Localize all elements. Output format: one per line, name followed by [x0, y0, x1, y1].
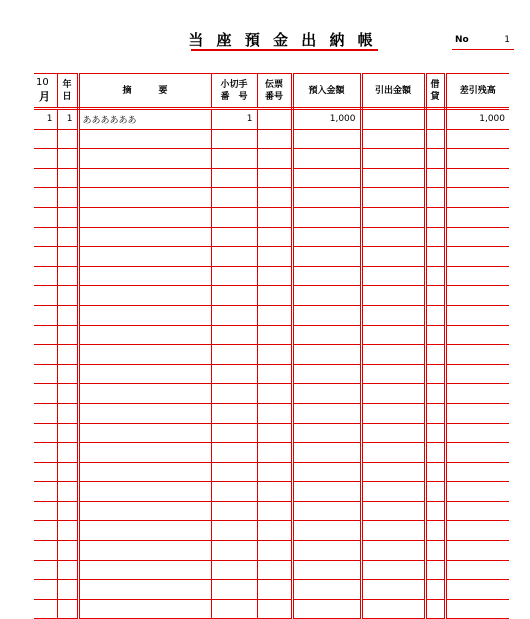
cell-day — [57, 168, 78, 188]
cell-day: 1 — [57, 109, 78, 130]
cell-dc — [425, 580, 445, 600]
cell-slip-no — [257, 325, 292, 345]
cell-month — [34, 599, 57, 619]
cell-deposit — [292, 423, 361, 443]
ledger-title: 当 座 預 金 出 納 帳 — [188, 31, 377, 49]
cell-slip-no — [257, 580, 292, 600]
cell-summary: ああああああ — [78, 109, 211, 130]
cell-day — [57, 207, 78, 227]
table-row — [34, 403, 509, 423]
cell-balance — [445, 325, 509, 345]
cell-check-no — [211, 266, 257, 286]
cell-dc — [425, 443, 445, 463]
cell-day — [57, 384, 78, 404]
cell-summary — [78, 305, 211, 325]
cell-month — [34, 207, 57, 227]
cell-check-no — [211, 423, 257, 443]
cell-balance — [445, 188, 509, 208]
cell-deposit — [292, 325, 361, 345]
cell-check-no — [211, 305, 257, 325]
day-label: 日 — [62, 91, 72, 102]
cell-summary — [78, 501, 211, 521]
cell-summary — [78, 149, 211, 169]
table-row — [34, 149, 509, 169]
cell-slip-no — [257, 305, 292, 325]
cell-deposit — [292, 541, 361, 561]
cell-dc — [425, 247, 445, 267]
cell-balance — [445, 384, 509, 404]
ledger-body — [34, 109, 509, 619]
cell-dc — [425, 560, 445, 580]
cell-day — [57, 129, 78, 149]
cell-month — [34, 305, 57, 325]
col-summary-header: 摘 要 — [78, 74, 211, 109]
cell-month — [34, 129, 57, 149]
cell-month — [34, 247, 57, 267]
cell-day — [57, 345, 78, 365]
cell-dc — [425, 403, 445, 423]
cell-slip-no — [257, 541, 292, 561]
cell-check-no — [211, 443, 257, 463]
cell-deposit — [292, 168, 361, 188]
table-row — [34, 541, 509, 561]
cell-deposit — [292, 462, 361, 482]
col-check-no-header — [211, 74, 257, 109]
cell-summary — [78, 482, 211, 502]
cell-balance — [445, 541, 509, 561]
cell-day — [57, 423, 78, 443]
cell-summary — [78, 207, 211, 227]
cell-month — [34, 325, 57, 345]
cell-summary — [78, 227, 211, 247]
cell-balance — [445, 560, 509, 580]
cell-dc — [425, 462, 445, 482]
cell-deposit — [292, 560, 361, 580]
table-row — [34, 305, 509, 325]
cell-day — [57, 443, 78, 463]
cell-dc — [425, 266, 445, 286]
table-row — [34, 521, 509, 541]
cell-deposit — [292, 580, 361, 600]
month-label: 月 — [39, 90, 50, 103]
cell-check-no — [211, 168, 257, 188]
cell-deposit — [292, 227, 361, 247]
cell-balance — [445, 501, 509, 521]
cell-month — [34, 149, 57, 169]
year-label: 年 — [62, 79, 72, 90]
table-row — [34, 384, 509, 404]
cell-dc — [425, 325, 445, 345]
table-row — [34, 129, 509, 149]
cell-deposit — [292, 266, 361, 286]
col-deposit-header: 預入金額 — [292, 74, 361, 109]
cell-withdrawal — [361, 403, 425, 423]
cell-deposit — [292, 403, 361, 423]
cell-check-no — [211, 541, 257, 561]
cell-dc — [425, 286, 445, 306]
cell-month — [34, 521, 57, 541]
cell-dc — [425, 345, 445, 365]
cell-day — [57, 266, 78, 286]
cell-summary — [78, 364, 211, 384]
cell-withdrawal — [361, 384, 425, 404]
cell-withdrawal — [361, 207, 425, 227]
cell-deposit: 1,000 — [292, 109, 361, 130]
cell-day — [57, 560, 78, 580]
cell-check-no — [211, 247, 257, 267]
table-row — [34, 266, 509, 286]
credit-label: 貸 — [430, 91, 440, 102]
cell-slip-no — [257, 149, 292, 169]
cell-dc — [425, 501, 445, 521]
page-number-underline — [452, 49, 514, 50]
cell-balance — [445, 266, 509, 286]
cell-balance — [445, 482, 509, 502]
col-dc-header — [425, 74, 445, 109]
cell-balance — [445, 305, 509, 325]
cell-day — [57, 462, 78, 482]
cell-slip-no — [257, 129, 292, 149]
cell-balance — [445, 364, 509, 384]
cell-withdrawal — [361, 580, 425, 600]
cell-withdrawal — [361, 286, 425, 306]
cell-withdrawal — [361, 129, 425, 149]
check-no-label-2: 番 号 — [220, 91, 248, 102]
cell-withdrawal — [361, 305, 425, 325]
cell-slip-no — [257, 109, 292, 130]
cell-balance — [445, 168, 509, 188]
cell-month — [34, 345, 57, 365]
cell-summary — [78, 384, 211, 404]
cell-dc — [425, 188, 445, 208]
cell-slip-no — [257, 207, 292, 227]
cell-dc — [425, 599, 445, 619]
cell-balance — [445, 423, 509, 443]
cell-summary — [78, 247, 211, 267]
cell-dc — [425, 129, 445, 149]
cell-month — [34, 443, 57, 463]
cell-deposit — [292, 247, 361, 267]
table-row — [34, 286, 509, 306]
cell-withdrawal — [361, 541, 425, 561]
cell-deposit — [292, 188, 361, 208]
cell-withdrawal — [361, 325, 425, 345]
cell-month — [34, 560, 57, 580]
table-row — [34, 560, 509, 580]
cell-balance — [445, 345, 509, 365]
cell-deposit — [292, 149, 361, 169]
cell-withdrawal — [361, 227, 425, 247]
cell-withdrawal — [361, 149, 425, 169]
table-row — [34, 207, 509, 227]
cell-dc — [425, 541, 445, 561]
cell-slip-no — [257, 266, 292, 286]
cell-withdrawal — [361, 247, 425, 267]
cell-withdrawal — [361, 501, 425, 521]
cell-day — [57, 247, 78, 267]
cell-dc — [425, 207, 445, 227]
table-row — [34, 364, 509, 384]
cell-dc — [425, 423, 445, 443]
cell-month — [34, 541, 57, 561]
cell-summary — [78, 168, 211, 188]
cell-slip-no — [257, 345, 292, 365]
table-row — [34, 482, 509, 502]
cell-summary — [78, 325, 211, 345]
cell-check-no — [211, 482, 257, 502]
cell-month — [34, 580, 57, 600]
cell-balance — [445, 149, 509, 169]
cell-check-no — [211, 325, 257, 345]
cell-withdrawal — [361, 560, 425, 580]
cell-check-no: 1 — [211, 109, 257, 130]
cell-check-no — [211, 364, 257, 384]
table-row — [34, 325, 509, 345]
col-month-header — [34, 74, 57, 109]
cell-day — [57, 227, 78, 247]
cell-withdrawal — [361, 266, 425, 286]
cell-check-no — [211, 129, 257, 149]
cell-month — [34, 403, 57, 423]
cell-dc — [425, 149, 445, 169]
check-no-label-1: 小切手 — [220, 79, 248, 90]
cell-day — [57, 286, 78, 306]
cell-month: 1 — [34, 109, 57, 130]
cell-month — [34, 266, 57, 286]
cell-month — [34, 482, 57, 502]
cell-day — [57, 541, 78, 561]
table-row — [34, 247, 509, 267]
cell-balance — [445, 207, 509, 227]
cell-month — [34, 384, 57, 404]
cell-deposit — [292, 521, 361, 541]
cell-day — [57, 305, 78, 325]
cell-check-no — [211, 462, 257, 482]
table-row — [34, 443, 509, 463]
cell-month — [34, 462, 57, 482]
cell-deposit — [292, 129, 361, 149]
cell-summary — [78, 403, 211, 423]
table-row — [34, 501, 509, 521]
cell-slip-no — [257, 364, 292, 384]
cell-slip-no — [257, 482, 292, 502]
cell-withdrawal — [361, 345, 425, 365]
cell-summary — [78, 443, 211, 463]
cell-summary — [78, 462, 211, 482]
cell-slip-no — [257, 462, 292, 482]
cell-balance — [445, 227, 509, 247]
cell-dc — [425, 364, 445, 384]
cell-dc — [425, 109, 445, 130]
cell-withdrawal — [361, 188, 425, 208]
cell-summary — [78, 599, 211, 619]
table-row — [34, 345, 509, 365]
cell-summary — [78, 286, 211, 306]
cell-month — [34, 227, 57, 247]
cell-month — [34, 168, 57, 188]
cell-check-no — [211, 560, 257, 580]
cell-withdrawal — [361, 521, 425, 541]
cell-slip-no — [257, 168, 292, 188]
cell-balance — [445, 521, 509, 541]
cell-day — [57, 149, 78, 169]
cell-balance — [445, 247, 509, 267]
cell-slip-no — [257, 521, 292, 541]
cell-slip-no — [257, 560, 292, 580]
cell-summary — [78, 266, 211, 286]
cell-dc — [425, 521, 445, 541]
cell-dc — [425, 305, 445, 325]
cell-month — [34, 364, 57, 384]
cell-check-no — [211, 188, 257, 208]
cell-deposit — [292, 501, 361, 521]
cell-day — [57, 403, 78, 423]
cell-check-no — [211, 286, 257, 306]
cell-summary — [78, 521, 211, 541]
cell-day — [57, 364, 78, 384]
year-value: 10 — [36, 77, 49, 88]
slip-no-label-1: 伝票 — [264, 79, 283, 90]
cell-slip-no — [257, 599, 292, 619]
cell-summary — [78, 188, 211, 208]
cell-withdrawal — [361, 443, 425, 463]
col-slip-no-header — [257, 74, 292, 109]
cell-balance — [445, 462, 509, 482]
cell-withdrawal — [361, 364, 425, 384]
cell-deposit — [292, 286, 361, 306]
cell-check-no — [211, 501, 257, 521]
table-row — [34, 168, 509, 188]
slip-no-label-2: 番号 — [264, 91, 283, 102]
table-row — [34, 599, 509, 619]
cell-balance — [445, 599, 509, 619]
table-row — [34, 109, 509, 130]
cell-balance — [445, 403, 509, 423]
cell-summary — [78, 129, 211, 149]
cell-slip-no — [257, 286, 292, 306]
cell-month — [34, 188, 57, 208]
col-withdrawal-header: 引出金額 — [361, 74, 425, 109]
cell-deposit — [292, 207, 361, 227]
cell-deposit — [292, 482, 361, 502]
cell-check-no — [211, 207, 257, 227]
cell-check-no — [211, 521, 257, 541]
table-row — [34, 227, 509, 247]
cell-withdrawal — [361, 423, 425, 443]
cell-check-no — [211, 345, 257, 365]
cell-withdrawal — [361, 599, 425, 619]
cell-withdrawal — [361, 482, 425, 502]
cell-day — [57, 188, 78, 208]
cell-month — [34, 423, 57, 443]
table-row — [34, 580, 509, 600]
cell-deposit — [292, 384, 361, 404]
cell-day — [57, 580, 78, 600]
cell-day — [57, 521, 78, 541]
cell-check-no — [211, 599, 257, 619]
cell-balance — [445, 443, 509, 463]
cell-check-no — [211, 227, 257, 247]
ledger-table-wrapper — [34, 73, 509, 619]
cell-withdrawal — [361, 462, 425, 482]
cell-summary — [78, 541, 211, 561]
title-underline — [191, 49, 378, 51]
cell-day — [57, 501, 78, 521]
cell-balance — [445, 580, 509, 600]
cell-slip-no — [257, 423, 292, 443]
cell-slip-no — [257, 501, 292, 521]
cell-deposit — [292, 345, 361, 365]
cell-slip-no — [257, 188, 292, 208]
cell-summary — [78, 345, 211, 365]
table-row — [34, 423, 509, 443]
cell-month — [34, 501, 57, 521]
cell-dc — [425, 168, 445, 188]
cell-summary — [78, 423, 211, 443]
cell-check-no — [211, 149, 257, 169]
cell-dc — [425, 227, 445, 247]
cell-check-no — [211, 403, 257, 423]
cell-day — [57, 599, 78, 619]
cell-dc — [425, 482, 445, 502]
cell-deposit — [292, 443, 361, 463]
cell-withdrawal — [361, 109, 425, 130]
cell-deposit — [292, 364, 361, 384]
cell-deposit — [292, 599, 361, 619]
cell-deposit — [292, 305, 361, 325]
cell-check-no — [211, 580, 257, 600]
cell-check-no — [211, 384, 257, 404]
cell-slip-no — [257, 403, 292, 423]
cell-balance: 1,000 — [445, 109, 509, 130]
debit-label: 借 — [430, 79, 440, 90]
cell-summary — [78, 560, 211, 580]
cell-month — [34, 286, 57, 306]
col-day-header — [57, 74, 78, 109]
cell-day — [57, 325, 78, 345]
page-number-value: 1 — [504, 35, 510, 45]
table-row — [34, 188, 509, 208]
col-balance-header: 差引残高 — [445, 74, 509, 109]
page-number-label: No — [455, 35, 469, 45]
cell-dc — [425, 384, 445, 404]
cell-slip-no — [257, 227, 292, 247]
cell-balance — [445, 129, 509, 149]
cell-summary — [78, 580, 211, 600]
cell-slip-no — [257, 384, 292, 404]
table-row — [34, 462, 509, 482]
ledger-table — [34, 73, 509, 619]
cell-balance — [445, 286, 509, 306]
cell-slip-no — [257, 247, 292, 267]
cell-day — [57, 482, 78, 502]
ledger-header-row — [34, 74, 509, 109]
cell-slip-no — [257, 443, 292, 463]
cell-withdrawal — [361, 168, 425, 188]
